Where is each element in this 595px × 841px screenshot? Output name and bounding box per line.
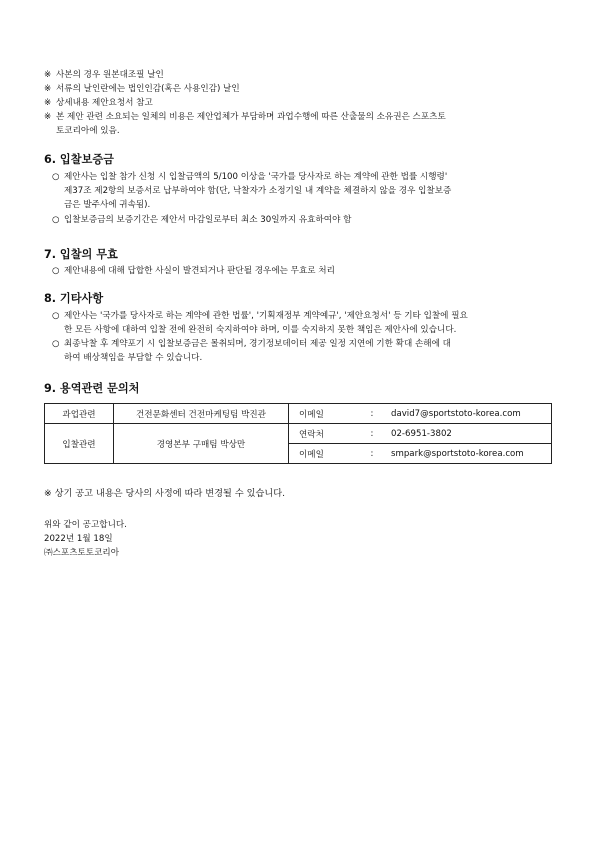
phone-value: 02-6951-3802 xyxy=(385,424,552,444)
note-text: 본 제안 관련 소요되는 일체의 비용은 제안업체가 부담하며 과업수행에 따른 산출물의 소유권은 스포츠토 xyxy=(56,112,446,122)
note-3 xyxy=(44,96,554,110)
section-8-title: 8. 기타사항 xyxy=(44,292,104,305)
note-mark: ※ xyxy=(44,112,52,122)
note-mark: ※ xyxy=(44,70,52,80)
email-value: smpark@sportstoto-korea.com xyxy=(385,444,552,464)
bullet-mark: ○ xyxy=(52,215,60,225)
closing-line: 위와 같이 공고합니다. xyxy=(44,520,127,530)
bullet-line: 제안사는 '국가를 당사자로 하는 계약에 관한 법률', '기획재정부 계약예규', '제안요청서' 등 기타 입찰에 필요 xyxy=(64,311,468,321)
bullet-line: 제37조 제2항의 보증서로 납부하여야 함(단, 낙찰자가 소정기일 내 계약을 체결하지 않을 경우 입찰보증 xyxy=(64,186,452,196)
colon-cell: : xyxy=(359,404,385,424)
closing-company: ㈜스포츠토토코리아 xyxy=(44,548,120,558)
key-cell: 이메일 xyxy=(289,444,360,464)
section-7-bullet-1 xyxy=(52,264,554,278)
note-text: 서류의 날인란에는 법인인감(혹은 사용인감) 날인 xyxy=(56,84,240,94)
bullet-line: 입찰보증금의 보증기간은 제안서 마감일로부터 최소 30일까지 유효하여야 함 xyxy=(64,215,352,225)
closing-date: 2022년 1월 18일 xyxy=(44,534,113,544)
contact-table xyxy=(44,403,552,464)
dept-cell: 경영본부 구매팀 박상만 xyxy=(114,424,289,464)
email-value: david7@sportstoto-korea.com xyxy=(385,404,552,424)
bullet-line: 하여 배상책임을 부담할 수 있습니다. xyxy=(64,353,203,363)
note-text: 사본의 경우 원본대조필 날인 xyxy=(56,70,164,80)
section-6-bullet-1 xyxy=(52,170,554,212)
section-8-bullet-2 xyxy=(52,337,554,365)
note-mark: ※ xyxy=(44,84,52,94)
colon-cell: : xyxy=(359,444,385,464)
bullet-line: 최종낙찰 후 계약포기 시 입찰보증금은 몰취되며, 경기정보데이터 제공 일정 지연에 기한 확대 손해에 대 xyxy=(64,339,451,349)
category-cell: 과업관련 xyxy=(45,404,114,424)
bullet-line: 제안내용에 대해 답합한 사실이 발견되거나 판단될 경우에는 무효로 처리 xyxy=(64,266,335,276)
table-row xyxy=(45,404,552,424)
dept-cell: 건전문화센터 건전마케팅팀 박진관 xyxy=(114,404,289,424)
section-9-title: 9. 용역관련 문의처 xyxy=(44,382,140,395)
section-7-title: 7. 입찰의 무효 xyxy=(44,248,118,261)
note-4 xyxy=(44,110,554,138)
section-6-title: 6. 입찰보증금 xyxy=(44,153,114,166)
key-cell: 연락처 xyxy=(289,424,360,444)
key-cell: 이메일 xyxy=(289,404,360,424)
note-2 xyxy=(44,82,554,96)
bullet-line: 금은 발주사에 귀속됨). xyxy=(64,200,151,210)
bullet-line: 한 모든 사항에 대하여 입찰 전에 완전히 숙지하여야 하며, 이를 숙지하지 못한 책임은 제안사에 있습니다. xyxy=(64,325,457,335)
section-8-bullet-1 xyxy=(52,309,554,337)
note-mark: ※ xyxy=(44,98,52,108)
colon-cell: : xyxy=(359,424,385,444)
footnote: ※ 상기 공고 내용은 당사의 사정에 따라 변경될 수 있습니다. xyxy=(44,488,286,499)
bullet-mark: ○ xyxy=(52,311,60,321)
bullet-mark: ○ xyxy=(52,172,60,182)
table-row xyxy=(45,424,552,444)
note-1 xyxy=(44,68,554,82)
section-6-bullet-2 xyxy=(52,213,554,227)
note-text: 상세내용 제안요청서 참고 xyxy=(56,98,153,108)
bullet-mark: ○ xyxy=(52,339,60,349)
note-continuation: 토코리아에 있음. xyxy=(56,126,120,136)
bullet-line: 제안사는 입찰 참가 신청 시 입찰금액의 5/100 이상을 '국가를 당사자로 하는 계약에 관한 법률 시행령' xyxy=(64,172,448,182)
bullet-mark: ○ xyxy=(52,266,60,276)
category-cell: 입찰관련 xyxy=(45,424,114,464)
